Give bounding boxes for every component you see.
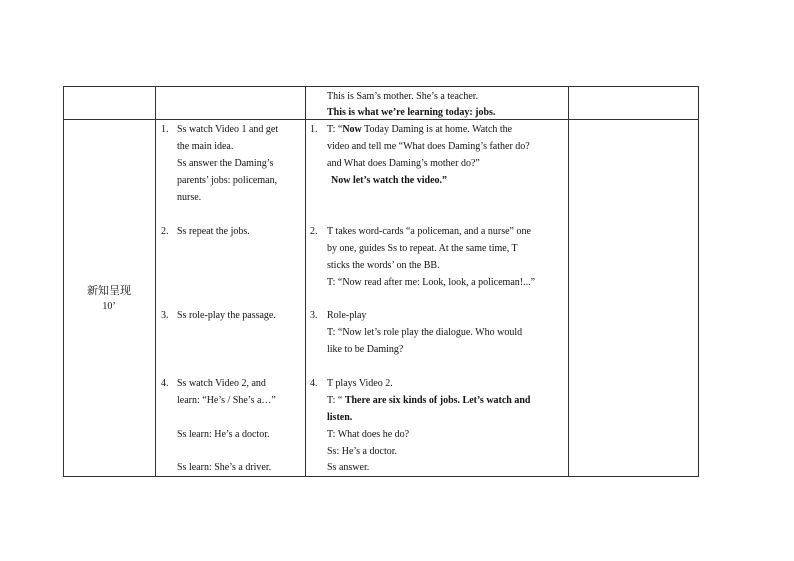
student-step-4-line-3: Ss learn: He’s a doctor. <box>177 429 270 440</box>
teacher-step-4-line-3: listen. <box>327 412 353 423</box>
teacher-step-2-line-3: sticks the words’ on the BB. <box>327 260 440 271</box>
stage-name: 新知呈现 <box>87 284 131 297</box>
table-border-left <box>63 86 64 477</box>
teacher-step-4-line-6: Ss answer. <box>327 462 370 473</box>
table-border-top <box>63 86 699 87</box>
top-row-line-2: This is what we’re learning today: jobs. <box>327 107 496 118</box>
student-step-1-line-3: Ss answer the Daming’s <box>177 158 274 169</box>
student-step-4-line-1: Ss watch Video 2, and <box>177 378 266 389</box>
teacher-step-4-line-2 <box>327 395 531 407</box>
student-step-1-line-2: the main idea. <box>177 141 234 152</box>
column-divider-3 <box>568 86 569 477</box>
teacher-step-3-line-1: Role-play <box>327 310 367 321</box>
column-divider-2 <box>305 86 306 477</box>
teacher-step-4-line-5: Ss: He’s a doctor. <box>327 446 397 457</box>
student-step-2-number: 2. <box>161 226 169 237</box>
teacher-step-1-line-1 <box>327 124 512 136</box>
student-step-1-line-1: Ss watch Video 1 and get <box>177 124 279 135</box>
stage-duration: 10’ <box>102 301 116 312</box>
student-step-3-number: 3. <box>161 310 169 321</box>
teacher-step-2-line-4: T: “Now read after me: Look, look, a policeman!...” <box>327 277 536 288</box>
student-step-4-number: 4. <box>161 378 169 389</box>
student-step-3-line-1: Ss role-play the passage. <box>177 310 276 321</box>
column-divider-1 <box>155 86 156 477</box>
student-step-2-line-1: Ss repeat the jobs. <box>177 226 250 237</box>
teacher-step-4-number: 4. <box>310 378 318 389</box>
teacher-step-4-emphasis: There are six kinds of jobs. Let’s watch and <box>344 395 531 406</box>
student-step-1-line-5: nurse. <box>177 192 202 203</box>
teacher-step-3-line-2: T: “Now let’s role play the dialogue. Who would <box>327 327 523 338</box>
teacher-step-4-prefix: T: “ <box>327 395 345 406</box>
table-border-right <box>698 86 699 477</box>
teacher-step-4-line-4: T: What does he do? <box>327 429 410 440</box>
student-step-1-line-4: parents’ jobs: policeman, <box>177 175 278 186</box>
teacher-step-1-line-4: Now let’s watch the video.” <box>331 175 448 186</box>
teacher-step-2-line-1: T takes word-cards “a policeman, and a nurse” one <box>327 226 531 237</box>
teacher-step-3-line-3: like to be Daming? <box>327 344 404 355</box>
teacher-step-2-number: 2. <box>310 226 318 237</box>
teacher-step-2-line-2: by one, guides Ss to repeat. At the same time, T <box>327 243 518 254</box>
student-step-1-number: 1. <box>161 124 169 135</box>
top-row-line-1: This is Sam’s mother. She’s a teacher. <box>327 91 479 102</box>
teacher-step-1-line-2: video and tell me “What does Daming’s father do? <box>327 141 530 152</box>
teacher-step-1-prefix: T: “ <box>327 124 343 135</box>
teacher-step-1-emphasis: Now <box>342 124 362 135</box>
table-border-bottom <box>63 476 699 477</box>
student-step-4-line-2: learn: “He’s / She’s a…” <box>177 395 276 406</box>
teacher-step-3-number: 3. <box>310 310 318 321</box>
teacher-step-1-rest: Today Daming is at home. Watch the <box>361 124 513 135</box>
teacher-step-4-line-1: T plays Video 2. <box>327 378 393 389</box>
teacher-step-1-number: 1. <box>310 124 318 135</box>
student-step-4-line-4: Ss learn: She’s a driver. <box>177 462 272 473</box>
teacher-step-1-line-3: and What does Daming’s mother do?” <box>327 158 480 169</box>
row-divider <box>63 119 699 120</box>
